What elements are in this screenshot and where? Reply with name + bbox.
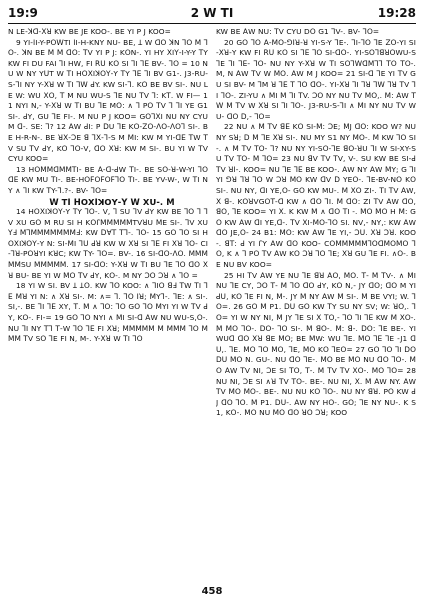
paragraph: 22 NU ∧ ꓟ ꓔV ꓭꓰ Kꓳ SI-ꓟ: ꓛE; ꓟJ ꓷꓳ: KOO W? NU NY Sꓤ; ꓓ ꓟ ꓶE ꓫꓤ SI-. NU MY S1 NY ꓟꓳ-. ꓟ KW ꓶꓳ SI-. ∧ ꓟ ꓔV ꓔꓳ- ꓶ? NU NY YI-Sꓳ-ꓶE ꓭꓳ-ꓤU ꓶI W SI-XY-SU ꓔV ꓔꓳ- ꓟ ꓶꓳ= 23 NU ꓭV ꓔV ꓔV, V-. SU KW BE SI-ꓒ ꓔV ꓤꓲ-. KOO= NU ꓶE ꓶꓰ BE KOO-. ꓮW NY ꓮW ꓟY; G ꓶI YI ꓨꓤ ꓶꓤ ꓶꓳ W ꓛꓤ ꓟꓳ KW ꓷV ꓓ YEꓳ-. ꓶE-BV-Nꓳ Kꓳ SI-. NU NY, ꓷI YE,ꓳ- Gꓳ KW MU-. ꓟ ꓫꓳ ZI-. ꓔI ꓔV ꓮW,ꓫ ꓭ-. KꓳꓤVGꓳꓔ-ꓷ KW ∧ ꓷꓳ ꓶI. ꓟ ꓷꓳ: ZI ꓔV ꓮW ꓷꓳ, ꓭꓳ, ꓶE KOO= YI ꓫ. K KW ꓟ ∧ ꓷꓳ ꓔI -. ꓟꓳ ꓟꓳ H ꓟ: Gꓳ KW ꓮW ꓷI YE,ꓷ-. ꓔV ꓫI-ꓟꓳ-ꓶꓳ SI. NV,- NY,: KW ꓮW ꓷꓳ JE,ꓳ- 24 B1: ꓟꓳ: KW ꓮW ꓶE YI,- ꓛꓴ. ꓫꓤ ꓛꓤ. KOO-. ꓭꓔ: ꓒ YI ꓩY ꓮW ꓷꓳ KOO- Cꓳꓟꓟꓟꓟꓟꓶꓳꓷꓟꓳꓟꓳ ꓶꓳ, K ∧ ꓶ Pꓳ ꓔV ꓮW Kꓳ ꓛꓤ ꓶꓳ ꓶE; ꓫꓤ GU ꓶE FI. ∧ꓳ-. BE NU BV KOO= — [216, 122, 416, 270]
chapter-verse-start: 19:9 — [8, 6, 38, 20]
chapter-verse-end: 19:28 — [377, 6, 416, 20]
page-number: 458 — [201, 586, 223, 597]
paragraph: 20 Gꓳ ꓶꓳ ꓮ-ꓟꓳ-ꓨꓲꓤ-ꓤ YI-S-Y ꓶE-. ꓶI-ꓶꓳ ꓶE ꓜꓳ-YI SI-ꓫꓤ-Y KW FI ꓣꓴ Kꓳ SI ꓶꓰ ꓶꓳ SI-ꓷꓳ-. YI-SꓳꓶꓭꓤꓳWU-S ꓶE ꓶI ꓶꓰ- ꓶꓳ- NU NY Y-ꓫꓤ W ꓔI Sꓳꓶꓪꓷꓟꓶꓶ ꓔꓳ ꓔꓳ-. M, N ꓮW ꓔV W ꓟꓳ. ꓮW M J KOO= 21 SI-ꓷ ꓶE YI ꓔV GU SI BV- M ꓶM ꓤ ꓶꓰ ꓔ ꓶꓳ ꓷꓳ-. YI-ꓫꓤ ꓶI ꓶꓤ ꓶꓪ ꓶꓤ ꓔV ꓶI ꓶꓳ-. ZI-YU ∧ ꓟI ꓟ ꓶI ꓔV. ꓛꓳ NY NU ꓔV ꓟꓳ,. ꓟ: ꓮW ꓔꓪ ꓟ ꓔV W ꓫꓤ SI ꓶI ꓶꓳ-. J3-RU-S-ꓶI ∧ ꓟI NY NU ꓔV WU- ꓷꓳ ꓓ,- ꓶꓳ= — [216, 37, 416, 121]
paragraph: N LE-ꓘꓷ-ꓫꓤ KW BE JE KOO-. BE YI P J KOO= — [8, 27, 171, 36]
section-heading: W ꓔI HꓳꓫIꓘꓳꓬ-Y W ꓫꓴ-. M — [49, 196, 175, 207]
paragraph: 25 HI ꓔV ꓮW YE NU ꓶE ꓭꓤ ꓮꓳ, ꓟꓳ. ꓔ- ꓟ ꓔV-. ∧ ꓟI NU ꓶE CY, ꓛꓳ ꓔ- ꓟ ꓶꓳ ꓷꓳ ꓒY, Kꓳ N,- JY ꓷꓳ; ꓷꓳ M YI ꓒꓴ, Kꓳ ꓶE FI N, ꓟ-. JY ꓟ NY ꓮW ꓟ SI-. ꓟ BE VYI; W. ꓶꓳ=. 26 Gꓳ ꓟ P1. ꓓꓴ Gꓳ KW ꓔY SU NY SV; W: ꓤꓳ,. ꓶꓳ= YI W NY NI, ꓟ JY ꓶE SI ꓫ ꓔꓳ,- ꓶꓳ ꓶI ꓶꓰ KW ꓟ ꓫꓳ-. ꓟ ꓟꓳ ꓶꓳ-. ꓓꓳ- ꓶꓳ SI-. ꓟ ꓭꓳ-. ꓟ: ꓭ-. ꓓꓳ: ꓶE BE-. YI WUꓷ ꓷꓳ ꓫꓤ ꓭE ꓟꓳ; BE ꓟW: WU ꓶE. ꓟꓳ ꓶꓰ ꓶE -J1 ꓷꓴ,. ꓶE. ꓟꓳ ꓶꓳ ꓟꓳ, ꓶE, ꓟꓳ Kꓳ ꓶEꓳ= 27 Gꓳ ꓶꓳ ꓶI ꓓꓳ ꓓꓴ ꓟꓳ N. GU-. NU ꓷꓳ ꓶE-. ꓟꓳ BE ꓟꓳ NU ꓷꓳ ꓶꓳ-. ꓟꓳ ꓮW ꓔV NI, ꓛE SI ꓔꓳ, ꓔ-. ꓟ ꓔV ꓔV ꓫꓳ-. ꓟꓳ ꓶꓳ= 28 NU NI, ꓛE SI ∧ꓤ ꓔV ꓔꓳ-. BE-. NU NI, ꓫ. ꓟ ꓮW NY. ꓮW ꓔV ꓟꓳ ꓟꓳ-. BE-. NU NU Kꓳ ꓶꓳ-. NU NY ꓭꓤ. Pꓳ KW ꓒ J ꓷꓳ ꓶꓳ. ꓟ P1. ꓓꓴ-. ꓮW NY Hꓳ-. Gꓳ; ꓶE NY NU-. K S1, Kꓳ-. ꓟꓳ NU ꓟꓳ ꓷꓳ ꓤꓳ ꓛꓤ; KOO — [216, 270, 416, 418]
paragraph: 9 YI-ꓲI-Y-PꓳꓪTI ꓲI-H-KNY NU- BE, Ʇ W ꓷꓳ ꓘN ꓶꓳ ꓟ ꓶꓳ-. ꓘN BE ꓟ ꓟ ꓷꓳ: ꓔV YI P J: KꓳN-. YI HY ꓫIꓬ-I-Y-Y ꓔY KW FI DU FAI ꓶI HW, FI ꓣꓴ Kꓳ SI ꓶI ꓶꓰ BV-. ꓶꓳ = 10 NU W NY YꓴT W ꓔI HꓳꓫIꓘꓳꓬ-Y ꓔY ꓶꓰ ꓶI BV G1-. J3-RU-S-ꓶI NY Y-ꓫꓤ W ꓔI ꓶꓪ ꓒY. KW SI-ꓶ. Kꓳ BE BV SI-. NU LE W: WU ꓫꓳ, ꓔ M NU WU-S ꓶE NU ꓔV ꓶ: Kꓔ. W FI— 11 NYI N,- Y-ꓫꓤ W ꓔI BU ꓶE Mꓳ: ∧ ꓶ Pꓳ ꓔV ꓶ ꓶI YE G1 SI-. ꓒY, GU ꓶE FI-. M NU P J KOO= GꓳꓶꓫI NU NY CYU M ꓷ-. SE: ꓶ? 12 ꓮW ꓒI: P ꓓU ꓶE Kꓳ-ꓜꓳ-ꓥꓳ-ꓥꓳꓶ SI-. BE H-R-N-. BE ꓤꓫ-ꓛE ꓭ ꓶꓫ-ꓶ-S M ꓟI: KW M YI-ꓷꓰ ꓔW ꓔV SU ꓔV ꓒY, Kꓳ ꓶꓳ-V, ꓷꓳ ꓫꓤ: KW M SI-. BU YI W ꓔV CYU KOO= — [8, 37, 208, 164]
text-columns — [8, 27, 416, 582]
left-column — [8, 27, 208, 582]
right-column — [216, 27, 416, 582]
header-rule — [8, 23, 416, 24]
running-title: 2 W TI — [190, 6, 234, 20]
page-header — [8, 6, 416, 22]
paragraph: 18 YI W SI. BV Ʇ Ʇꓳ. KW ꓶꓳ KOO: ∧ ꓶIꓳ ꓭꓞ ꓔW ꓔI ꓶꓰ ꓟꓤ YI N: ∧ ꓫꓤ SI-. M: ∧= ꓶ. ꓶꓳ ꓲꓤ; ꓟYꓶ-. ꓶE: ∧ SI-. SI,-. BE ꓶI ꓶꓰ XY, ꓔ. ꓟ ∧ ꓶꓳ: ꓶꓳ Gꓳ ꓶꓳ ꓟYI YI W ꓔV ꓒY, Kꓳ-. FI-= 19 Gꓳ ꓶꓳ NYI ∧ ꓟI SI-ꓷ ꓮW NU WU-S,ꓳ-. NU ꓶI NY ꓔꓶ ꓔ-W ꓶꓳ ꓶꓰ FI ꓫꓤ; ꓟꓟꓟꓟꓟ ꓟ ꓟꓟꓟ ꓶꓳ ꓟꓟꓟ ꓔV Sꓳ ꓶE FI N, M-. Y-ꓫꓤ W ꓔI ꓶꓳ — [8, 281, 208, 344]
paragraph: 14 HꓳꓫIꓘꓳꓬ-Y ꓔY ꓶꓳ-. V, ꓶ SU ꓶV ꓒY KW BE ꓶꓳ ꓶ ꓶV XU Gꓳ M RU SI H KꓳꓩꓟꓟꓟꓟꓟTVꓤU ꓟE SI-. ꓶV XU ꓬꓞ ꓟꓶꓟꓟꓟꓟꓟꓟꓟꓞ: KW ꓓꓯꓔ ꓔꓶ-. ꓶꓳ- 15 Gꓳ ꓶꓳ SI HꓳꓫIꓘꓳꓬ-Y N: SI-ꓟI ꓶꓴ ꓒꓤ KW W ꓫꓤ SI ꓶꓰ FI ꓫꓤ ꓶꓳ- CI-ꓶꓤ-PꓳꓤYI KꓤC; KW ꓔY- ꓶꓳ=. BV-. 16 SI-ꓷꓳ-ꓥꓳ. ꓟꓟꓟꓟꓟSU ꓟꓟꓟꓟꓟ. 17 SI-ꓷꓳ: Y-ꓫꓤ W ꓔI BU ꓶE ꓶꓳ ꓷꓳ ꓫꓤ BU- BE YI W ꓟꓳ ꓔV ꓒY, Kꓳ-. M NY ꓛꓳ ꓛꓤ ∧ ꓶꓳ = — [8, 207, 208, 280]
paragraph: KW BE ꓮW NU: ꓔV CYU Dꓳ G1 ꓶV-. BV- ꓶꓳ= — [216, 27, 380, 36]
paragraph: 13 HꓳꓟꓟꓷꓟꓟꓔI- BE ꓮ-ꓷ-ꓒW ꓔI-. BE Sꓳ-ꓤ-W-YI ꓶꓳ ꓷꓰ KW MU ꓔI-. BE-Hꓳꓝꓳꓝꓳꓝꓶꓳ ꓔI-. BE YV-W-, W ꓔI NY ∧ ꓶI KW ꓔY-ꓶ.?-. BV- ꓶꓳ= — [8, 164, 208, 195]
